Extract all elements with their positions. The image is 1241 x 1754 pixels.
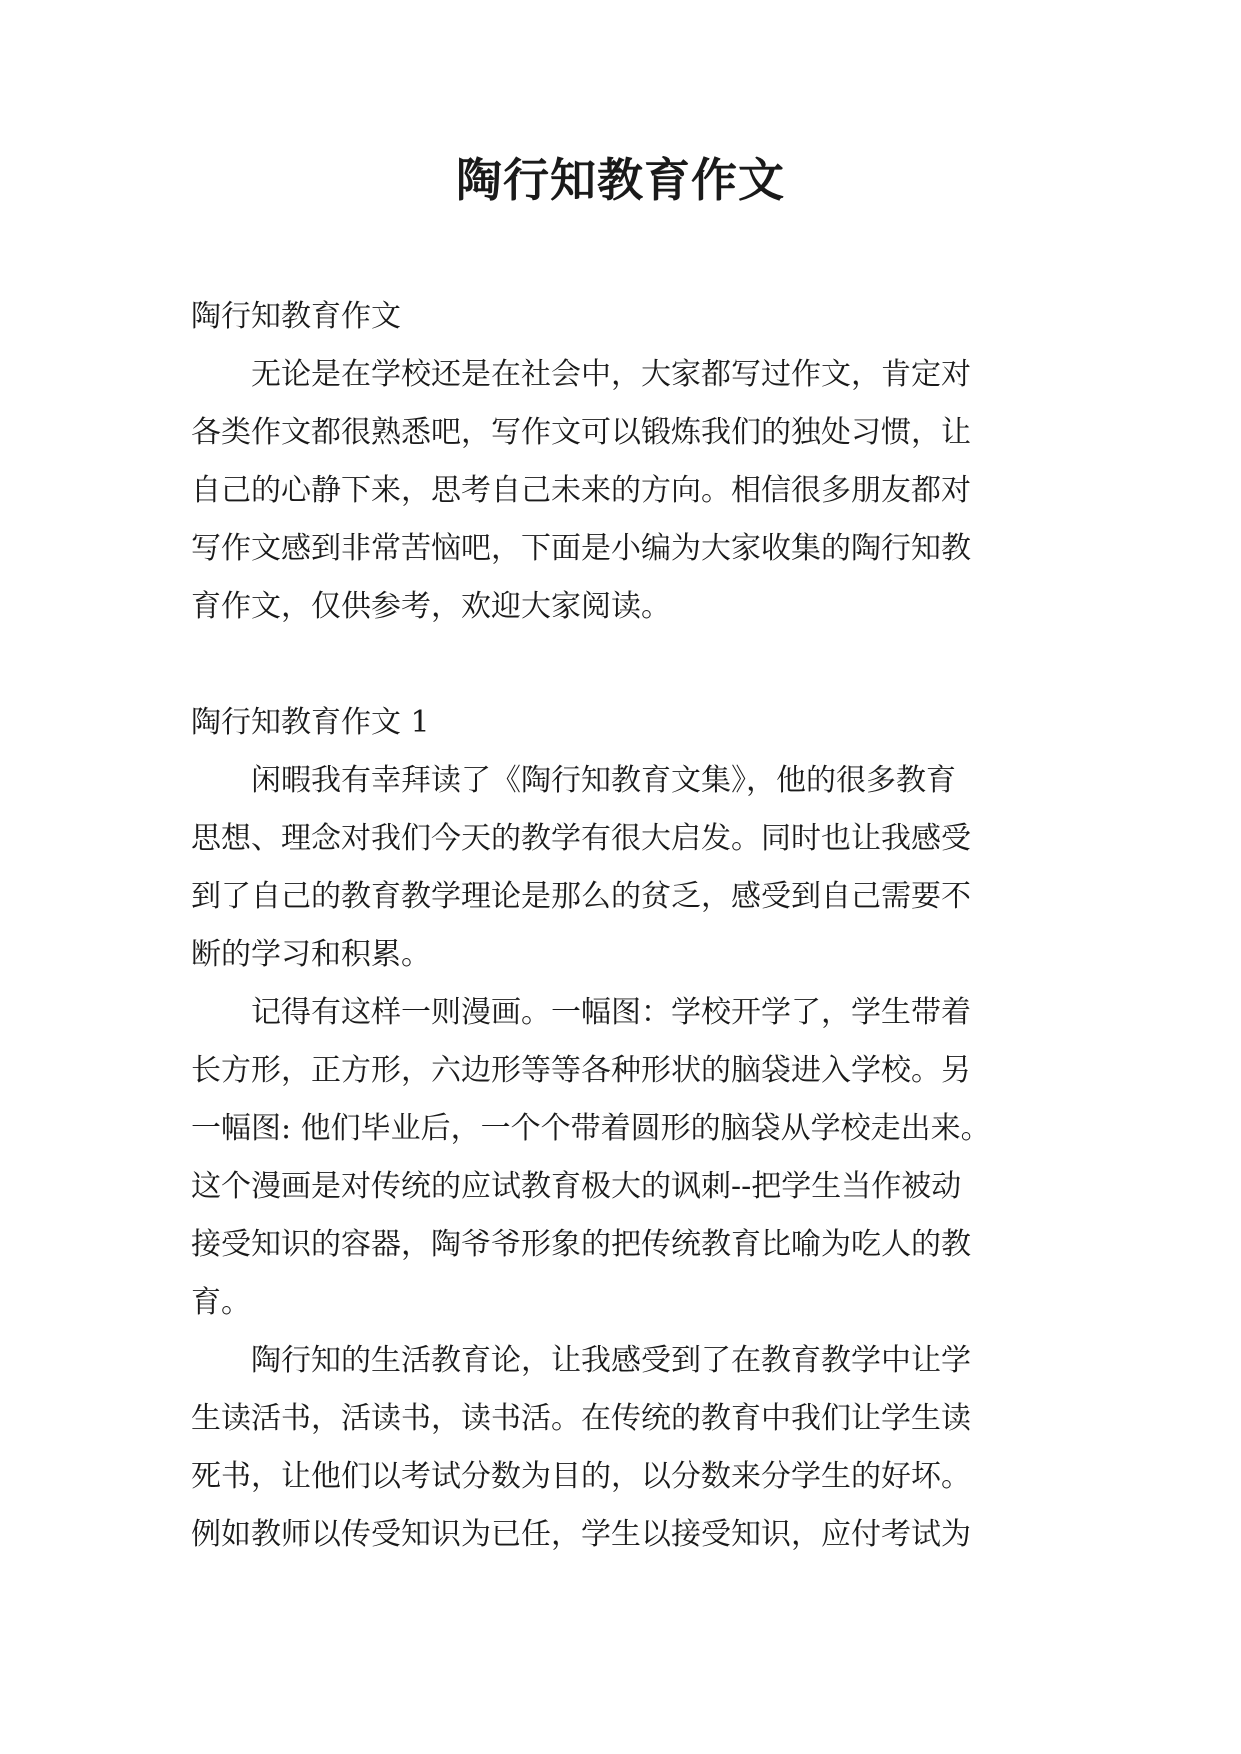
document-body	[191, 288, 1061, 1564]
body-line: 这个漫画是对传统的应试教育极大的讽刺--把学生当作被动	[191, 1169, 962, 1204]
blank-line	[191, 636, 1061, 694]
body-line: 各类作文都很熟悉吧，写作文可以锻炼我们的独处习惯，让	[191, 415, 971, 450]
body-line: 一幅图: 他们毕业后，一个个带着圆形的脑袋从学校走出来。	[191, 1111, 991, 1146]
body-line: 接受知识的容器，陶爷爷形象的把传统教育比喻为吃人的教	[191, 1227, 971, 1262]
body-line: 无论是在学校还是在社会中，大家都写过作文，肯定对	[191, 357, 971, 392]
body-line: 写作文感到非常苦恼吧，下面是小编为大家收集的陶行知教	[191, 531, 971, 566]
body-line: 断的学习和积累。	[191, 937, 431, 972]
body-line: 自己的心静下来，思考自己未来的方向。相信很多朋友都对	[191, 473, 971, 508]
body-line: 育。	[191, 1285, 251, 1320]
section-heading: 陶行知教育作文	[191, 299, 401, 334]
body-line: 记得有这样一则漫画。一幅图：学校开学了，学生带着	[191, 995, 971, 1030]
body-line: 长方形，正方形，六边形等等各种形状的脑袋进入学校。另	[191, 1053, 971, 1088]
body-line: 例如教师以传受知识为已任，学生以接受知识，应付考试为	[191, 1517, 971, 1552]
body-line: 陶行知的生活教育论，让我感受到了在教育教学中让学	[191, 1343, 971, 1378]
body-line: 育作文，仅供参考，欢迎大家阅读。	[191, 589, 671, 624]
section-heading: 陶行知教育作文 1	[191, 705, 430, 740]
document-title: 陶行知教育作文	[456, 153, 785, 207]
body-line: 到了自己的教育教学理论是那么的贫乏，感受到自己需要不	[191, 879, 971, 914]
body-line: 闲暇我有幸拜读了《陶行知教育文集》，他的很多教育	[191, 763, 956, 798]
body-line: 生读活书，活读书，读书活。在传统的教育中我们让学生读	[191, 1401, 971, 1436]
body-line: 思想、理念对我们今天的教学有很大启发。同时也让我感受	[191, 821, 971, 856]
body-line: 死书，让他们以考试分数为目的，以分数来分学生的好坏。	[191, 1459, 971, 1494]
